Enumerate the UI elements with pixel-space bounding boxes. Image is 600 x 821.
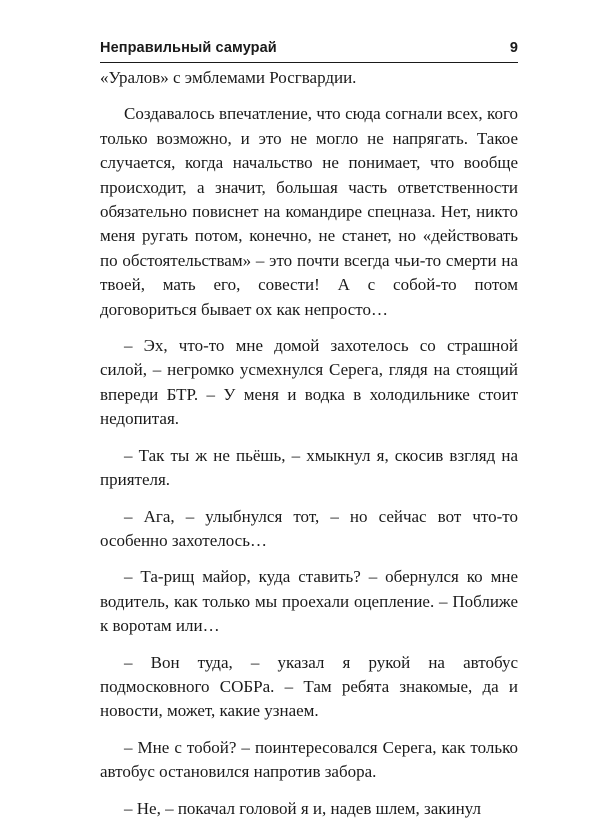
page-body — [100, 66, 518, 821]
dialogue-paragraph: – Не, – покачал головой я и, надев шлем, закинул — [124, 798, 481, 818]
dialogue-paragraph: – Ага, – улыбнулся тот, – но сейчас вот что-то особенно захотелось… — [100, 506, 518, 550]
dialogue-paragraph: – Та-рищ майор, куда ставить? – обернулся ко мне водитель, как только мы проехали оцепление. – Поближе к воротам или… — [100, 567, 518, 636]
dialogue-paragraph: – Мне с тобой? – поинтересовался Серега, как только автобус остановился напротив забора. — [100, 737, 518, 782]
dialogue-paragraph: – Так ты ж не пьёшь, – хмыкнул я, скосив взгляд на приятеля. — [100, 445, 518, 490]
book-title: Неправильный самурай — [100, 40, 277, 56]
header-divider — [100, 62, 518, 63]
paragraph: Создавалось впечатление, что сюда согнали всех, кого только возможно, и это не могло не напрягать. Такое случается, когда начальство не понимает, что вообще происходит, а значит, большая часть ответственности обязательно повиснет на командире спецназа. Нет, никто меня ругать потом, конечно, не станет, но «действовать по обстоятельствам» – это почти всегда чьи-то смерти на твоей, мать его, совести! А с собой-то потом договориться бывает ох как непросто… — [100, 104, 518, 319]
dialogue-paragraph: – Эх, что-то мне домой захотелось со страшной силой, – негромко усмехнулся Серега, глядя на стоящий впереди БТР. – У меня и водка в холодильнике стоит недопитая. — [100, 336, 518, 429]
running-header — [100, 38, 518, 64]
paragraph-continuation: «Уралов» с эмблемами Росгвардии. — [100, 68, 357, 87]
dialogue-paragraph: – Вон туда, – указал я рукой на автобус подмосковного СОБРа. – Там ребята знакомые, да и новости, может, какие узнаем. — [100, 652, 518, 721]
page-number: 9 — [509, 40, 518, 56]
